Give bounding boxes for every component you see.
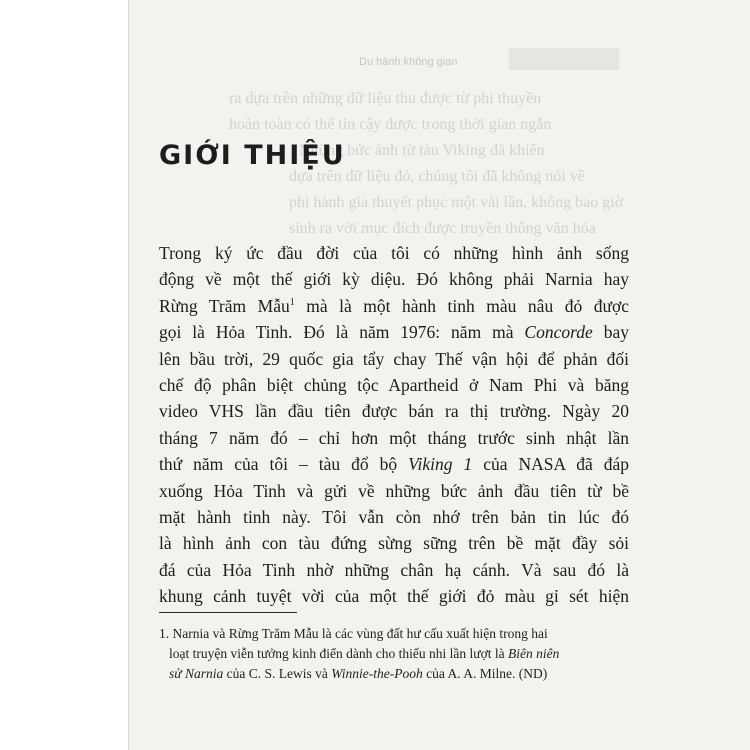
footnote-line: 1. Narnia và Rừng Trăm Mẫu là các vùng đất hư cấu xuất hiện trong hai: [159, 626, 548, 641]
footnote: [159, 624, 589, 684]
bleed-line: phi hành gia thuyết phục một vài lần, không bao giờ: [289, 194, 624, 211]
body-text-run: thứ năm của tôi – tàu đổ bộ: [159, 454, 409, 475]
body-line: lên bầu trời, 29 quốc gia tẩy chay Thế vận hội để phản đối: [159, 348, 629, 369]
body-line: [159, 451, 629, 477]
body-text-run: mà là một hành tinh màu nâu đỏ được: [294, 295, 629, 316]
bleed-line: hoàn toàn có thể tin cậy được trong thời gian ngắn: [229, 116, 552, 133]
body-text-run: bay: [592, 322, 629, 343]
italic-term: Concorde: [524, 322, 593, 343]
bleed-line: dựa trên dữ liệu đó, chúng tôi đã không nói về: [289, 168, 585, 185]
footnote-line: [159, 644, 589, 664]
body-line: khung cảnh tuyệt vời của một thế giới đỏ màu gỉ sét hiện: [159, 586, 629, 607]
footnote-text-run: của C. S. Lewis và: [223, 666, 332, 681]
body-line: mặt hành tinh này. Tôi vẫn còn nhớ trên bản tin lúc đó: [159, 507, 629, 528]
footnote-text-run: loạt truyện viễn tưởng kinh điển dành cho thiếu nhi lần lượt là: [169, 646, 508, 661]
italic-term: Viking 1: [408, 454, 473, 475]
body-text-run: Rừng Trăm Mẫu: [159, 295, 290, 316]
body-line: động về một thế giới kỳ diệu. Đó không phải Narnia hay: [159, 269, 629, 290]
bleed-line: ra dựa trên những dữ liệu thu được từ phi thuyền: [229, 90, 542, 107]
italic-title: Winnie-the-Pooh: [331, 666, 423, 681]
body-line: [159, 319, 629, 345]
body-line: video VHS lần đầu tiên được bán ra thị trường. Ngày 20: [159, 401, 629, 422]
footnote-reference[interactable]: 1: [289, 296, 295, 308]
italic-title: sử Narnia: [169, 666, 224, 681]
chapter-title: GIỚI THIỆU: [159, 140, 346, 171]
footnote-text-run: của A. A. Milne. (ND): [422, 666, 548, 681]
body-line: là hình ảnh con tàu đứng sừng sững trên bề mặt đầy sỏi: [159, 533, 629, 554]
bleed-header-box: [509, 48, 619, 70]
body-line: xuống Hỏa Tinh và gửi về những bức ảnh đầu tiên từ bề: [159, 480, 629, 501]
body-paragraph: [159, 240, 629, 610]
footnote-line: [159, 664, 589, 684]
body-text-run: gọi là Hỏa Tinh. Đó là năm 1976: năm mà: [159, 322, 525, 343]
bleed-running-header: Du hành không gian: [359, 56, 458, 68]
body-line: [159, 293, 629, 319]
body-line: đá của Hỏa Tinh nhờ những chân hạ cánh. Và sau đó là: [159, 559, 629, 580]
italic-title: Biên niên: [507, 646, 560, 661]
footnote-divider: [159, 612, 297, 613]
bleed-line: Những bức ảnh từ tàu Viking đã khiến: [299, 142, 545, 159]
body-line: Trong ký ức đầu đời của tôi có những hình ảnh sống: [159, 243, 629, 263]
body-text-run: của NASA đã đáp: [472, 454, 629, 475]
body-line: tháng 7 năm đó – chỉ hơn một tháng trước sinh nhật lần: [159, 427, 629, 448]
body-line: chế độ phân biệt chủng tộc Apartheid ở Nam Phi và băng: [159, 375, 629, 396]
bleed-line: sinh ra với mục đích được truyền thông văn hóa: [289, 220, 596, 237]
book-page: [128, 0, 750, 750]
